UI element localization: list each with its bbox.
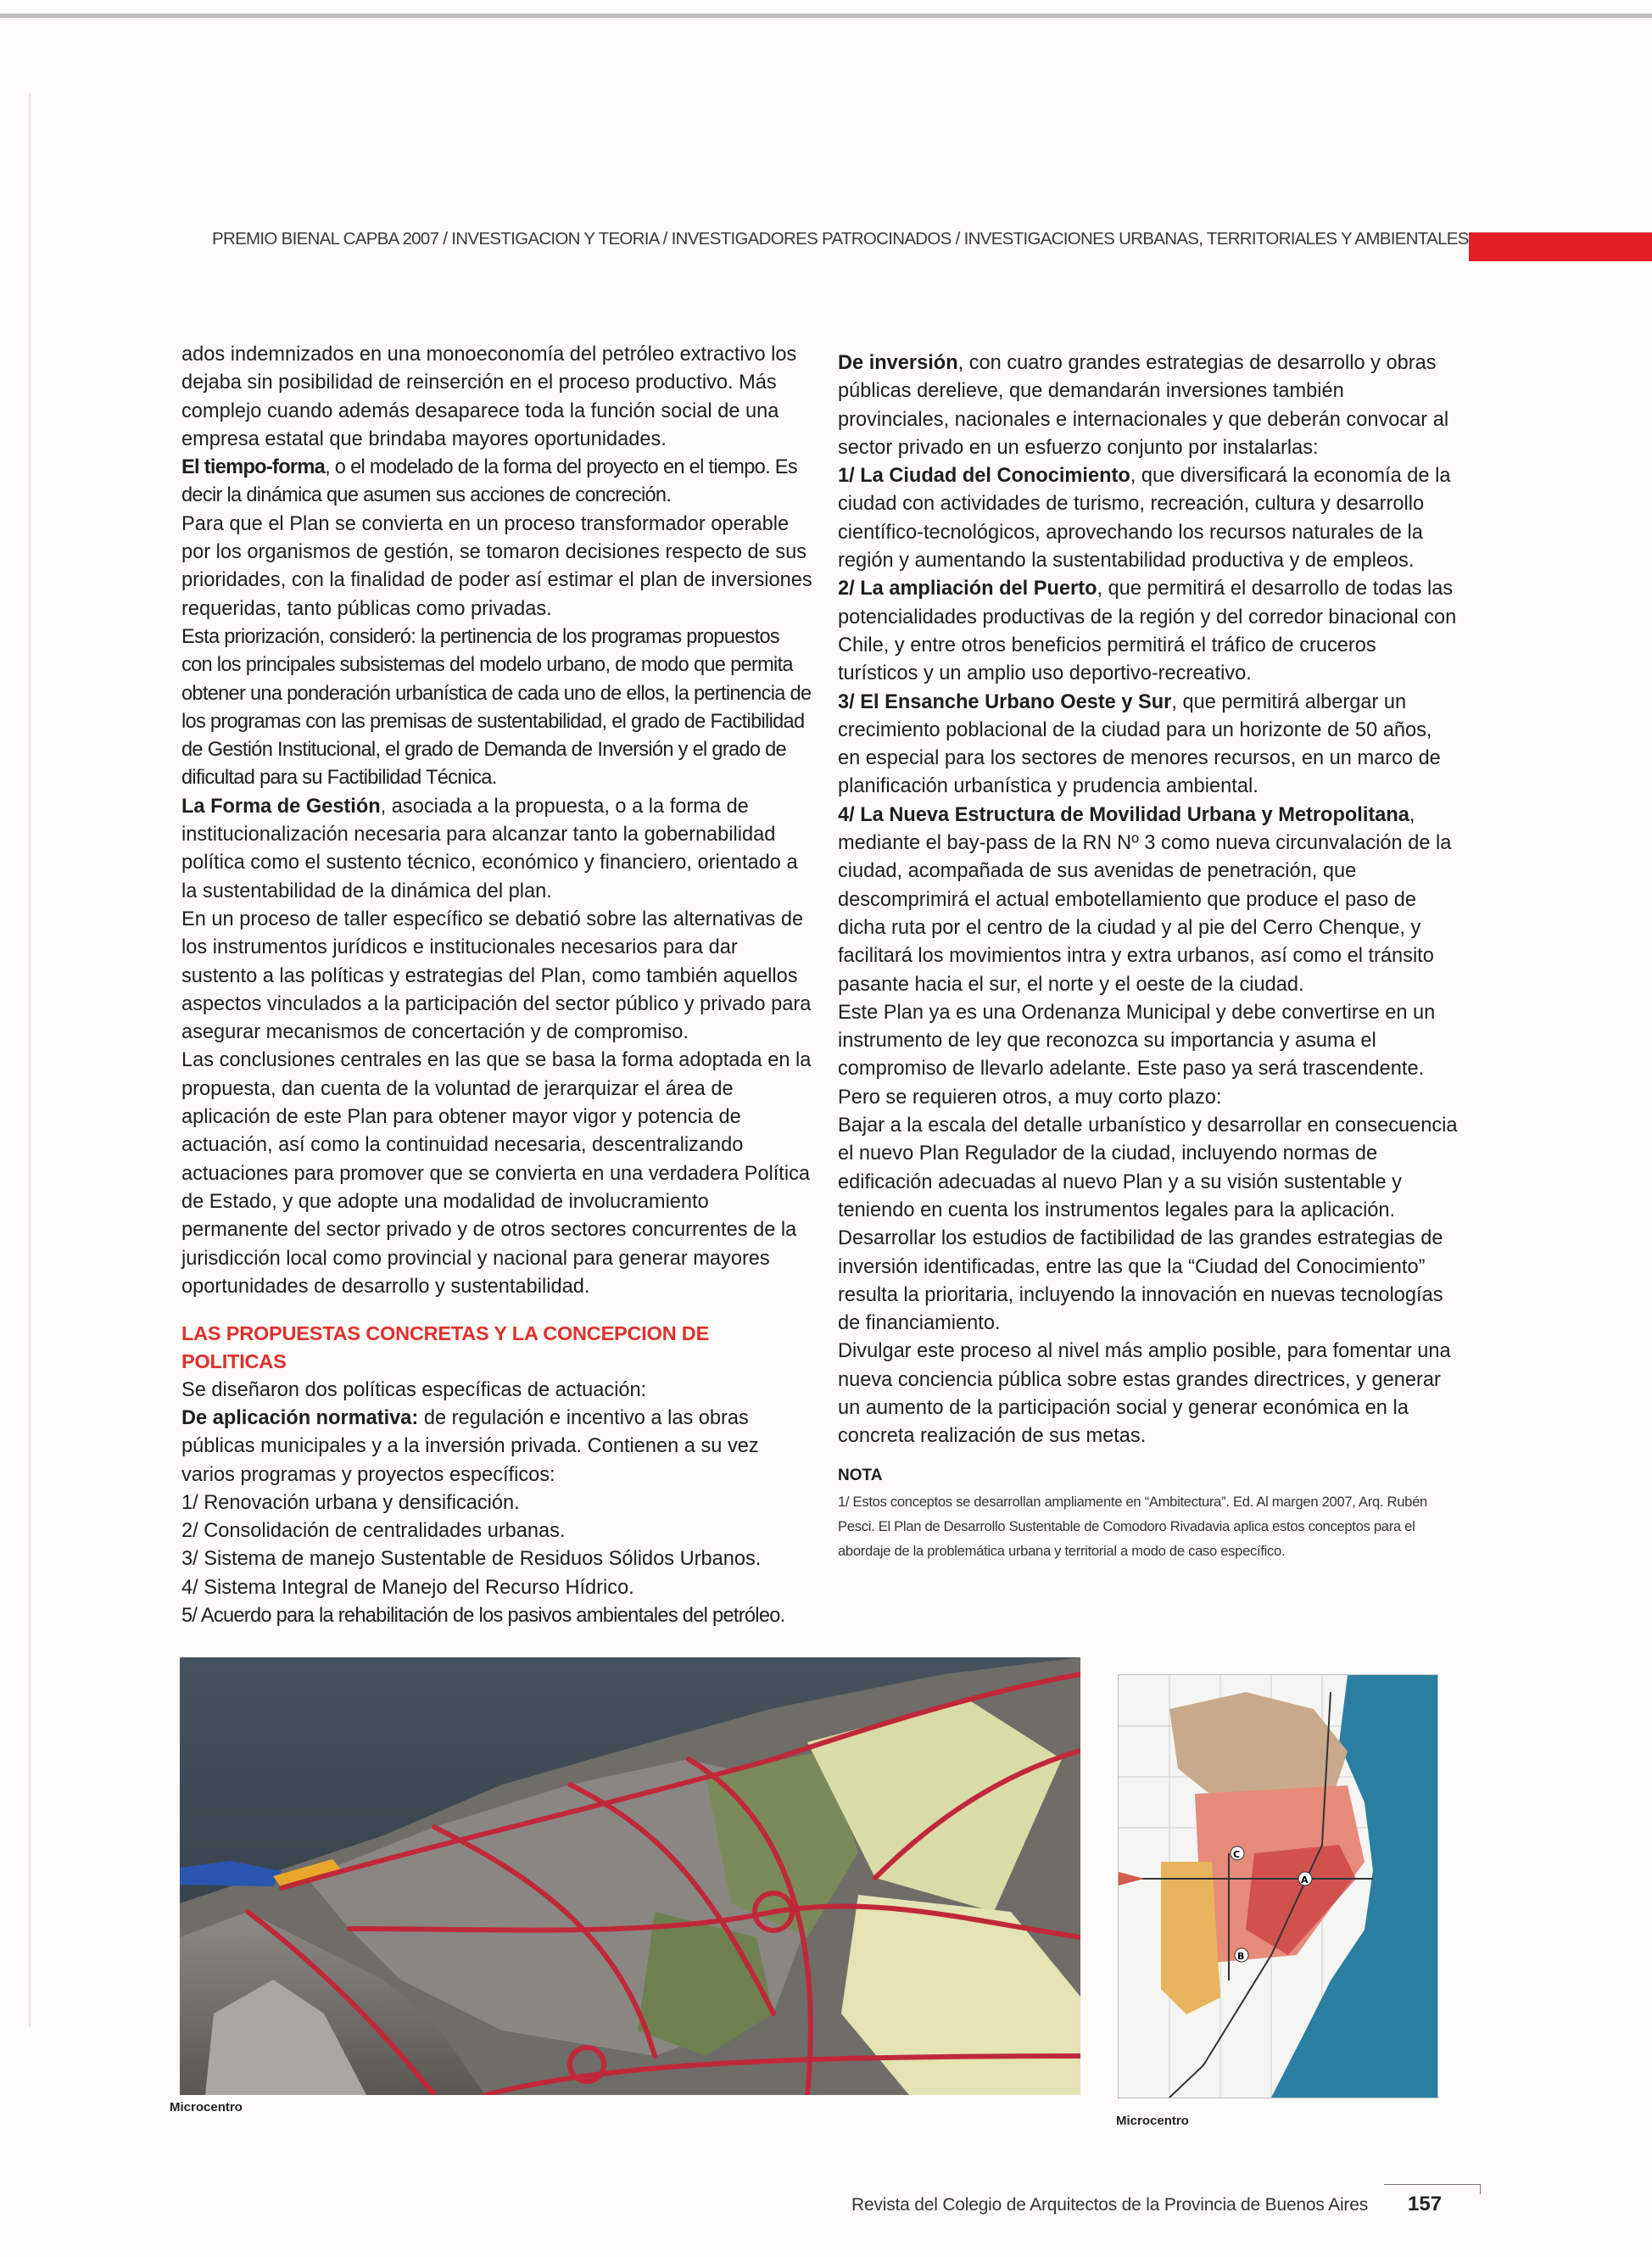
lead-term: 2/ La ampliación del Puerto <box>838 578 1097 601</box>
strategy-item <box>838 689 1459 802</box>
strategy-item <box>838 802 1459 999</box>
paragraph-body: , o el modelado de la forma del proyecto en el tiempo. Es decir la dinámica que asumen sus acciones de concreción. <box>181 456 797 507</box>
paragraph-body: , que permitirá el desarrollo de todas las potencialidades productivas de la región y del corredor binacional con Chile, y entre otros beneficios permitirá el tráfico de cruceros turísticos y un amplio uso deportivo-recreativo. <box>838 578 1457 685</box>
footer-rule <box>1384 2184 1481 2185</box>
lead-term: De aplicación normativa: <box>181 1406 419 1429</box>
paragraph: ados indemnizados en una monoeconomía del petróleo extractivo los dejaba sin posibilidad de reinserción en el proceso productivo. Más complejo cuando además desaparece toda la función social de una empresa estatal que brindaba mayores oportunidades. <box>181 344 797 450</box>
paragraph: En un proceso de taller específico se debatió sobre las alternativas de los instrumentos jurídicos e institucionales necesarios para dar sustento a las políticas y estrategias del Plan, como también aquellos aspectos vinculados a la participación del sector público y privado para asegurar mecanismos de concertación y de compromiso. <box>181 908 812 1044</box>
page-number: 157 <box>1408 2193 1443 2215</box>
paragraph-body: , que diversificará la economía de la ciudad con actividades de turismo, recreación, cultura y desarrollo científico-tecnológicos, aprovechando los recursos naturales de la región y aumentando la sustentabilidad productiva y de empleos. <box>838 465 1451 573</box>
map-label-c: C <box>1233 1849 1241 1860</box>
note-text: 1/ Estos conceptos se desarrollan ampliamente en “Ambitectura”. Ed. Al margen 2007, Arq. Rubén Pesci. El Plan de Desarrollo Sustentable de Comodoro Rivadavia aplica estos conceptos para el abordaje de la problemática urbana y territorial a modo de caso específico. <box>838 1493 1427 1559</box>
paragraph: Desarrollar los estudios de factibilidad de las grandes estrategias de inversión identificadas, entre las que la “Ciudad del Conocimiento” resulta la prioritaria, incluyendo la innovación en nuevas tecnologías de financiamiento. <box>838 1227 1443 1335</box>
paragraph-body: , con cuatro grandes estrategias de desarrollo y obras públicas derelieve, que demandarán inversiones también provinciales, nacionales e internacionales y que deberán convocar al sector privado en un esfuerzo conjunto por instalarlas: <box>838 352 1449 459</box>
paragraph <box>181 454 814 511</box>
list-item: 4/ Sistema Integral de Manejo del Recurso Hídrico. <box>181 1576 634 1599</box>
plan-map-figure <box>1118 1674 1438 2098</box>
paragraph: Para que el Plan se convierta en un proceso transformador operable por los organismos de gestión, se tomaron decisiones respecto de sus prioridades, con la finalidad de poder así estimar el plan de inversiones requeridas, tanto públicas como privadas. <box>181 512 812 620</box>
paragraph: Este Plan ya es una Ordenanza Municipal y debe convertirse en un instrumento de ley que reconozca su importancia y asuma el compromiso de llevarlo adelante. Este paso ya será trascendente. Pero se requieren otros, a muy corto plazo: <box>838 1001 1436 1109</box>
map-label-a: A <box>1301 1874 1309 1885</box>
right-column <box>838 349 1459 1563</box>
left-column <box>181 341 814 1630</box>
lead-term: El tiempo-forma <box>181 456 326 479</box>
aerial-photo <box>180 1657 1080 2095</box>
paragraph-body: de regulación e incentivo a las obras públicas municipales y a la inversión privada. Contienen a su vez varios programas y proyectos específicos: <box>181 1406 759 1486</box>
list-item: 2/ Consolidación de centralidades urbanas. <box>181 1520 566 1543</box>
note-title: NOTA <box>838 1466 883 1484</box>
lead-term: La Forma de Gestión <box>181 795 381 818</box>
lead-term: De inversión <box>838 352 958 374</box>
paragraph <box>181 1405 814 1489</box>
list-item: 1/ Renovación urbana y densificación. <box>181 1491 520 1514</box>
plan-map <box>1119 1675 1437 2098</box>
paragraph: Las conclusiones centrales en las que se basa la forma adoptada en la propuesta, dan cuenta de la voluntad de jerarquizar el área de aplicación de este Plan para obtener mayor vigor y potencia de actuación, así como la continuidad necesaria, descentralizando actuaciones para promover que se convierta en una verdadera Política de Estado, y que adopte una modalidad de involucramiento permanente del sector privado y de otros sectores concurrentes de la jurisdicción local como provincial y nacional para generar mayores oportunidades de desarrollo y sustentabilidad. <box>181 1049 812 1298</box>
journal-name: Revista del Colegio de Arquitectos de la Provincia de Buenos Aires <box>851 2195 1368 2215</box>
header-accent-bar <box>1469 232 1652 261</box>
paragraph: Se diseñaron dos políticas específicas de actuación: <box>181 1378 647 1401</box>
figure-caption: Microcentro <box>170 2100 243 2115</box>
lead-term: 1/ La Ciudad del Conocimiento <box>838 465 1130 488</box>
list-item: 3/ Sistema de manejo Sustentable de Residuos Sólidos Urbanos. <box>181 1548 762 1571</box>
paragraph-body: , mediante el bay-pass de la RN Nº 3 como nueva circunvalación de la ciudad, acompañada de sus avenidas de penetración, que descomprimirá el actual embotellamiento que produce el paso de dicha ruta por el centro de la ciudad y al pie del Cerro Chenque, y facilitará los movimientos intra y extra urbanos, así como el tránsito pasante hacia el sur, el norte y el oeste de la ciudad. <box>838 803 1452 996</box>
paragraph: Bajar a la escala del detalle urbanístico y desarrollar en consecuencia el nuevo Plan Regulador de la ciudad, incluyendo normas de edificación adecuadas al nuevo Plan y a su visión sustentable y teniendo en cuenta los instrumentos legales para la aplicación. <box>838 1115 1458 1221</box>
list-item: 5/ Acuerdo para la rehabilitación de los pasivos ambientales del petróleo. <box>181 1605 785 1628</box>
section-title: LAS PROPUESTAS CONCRETAS Y LA CONCEPCION DE POLITICAS <box>181 1322 710 1373</box>
left-margin-rule <box>29 93 31 2027</box>
paragraph: Esta priorización, consideró: la pertinencia de los programas propuestos con los principales subsistemas del modelo urbano, de modo que permita obtener una ponderación urbanística de cada uno de ellos, la pertinencia de los programas con las premisas de sustentabilidad, el grado de Factibilidad de Gestión Institucional, el grado de Demanda de Inversión y el grado de dificultad para su Factibilidad Técnica. <box>181 625 812 790</box>
top-rule <box>0 14 1652 18</box>
lead-term: 4/ La Nueva Estructura de Movilidad Urbana y Metropolitana <box>838 803 1409 826</box>
strategy-item <box>838 462 1459 575</box>
figure-caption: Microcentro <box>1116 2114 1189 2128</box>
lead-term: 3/ El Ensanche Urbano Oeste y Sur <box>838 690 1172 713</box>
paragraph-body: , asociada a la propuesta, o a la forma de institucionalización necesaria para alcanzar tanto la gobernabilidad política como el sustento técnico, económico y financiero, orientado a la sustentabilidad de la dinámica del plan. <box>181 795 798 902</box>
strategy-item <box>838 575 1459 688</box>
paragraph <box>181 793 814 906</box>
footer-rule-tick <box>1480 2184 1481 2194</box>
paragraph <box>838 349 1459 462</box>
map-label-b: B <box>1237 1951 1245 1962</box>
paragraph-body: , que permitirá albergar un crecimiento poblacional de la ciudad para un horizonte de 50 años, en especial para los sectores de menores recursos, en un marco de planificación urbanística y prudencia ambiental. <box>838 690 1441 798</box>
paragraph: Divulgar este proceso al nivel más amplio posible, para fomentar una nueva conciencia pública sobre estas grandes directrices, y generar un aumento de la participación social y generar económica en la concreta realización de sus metas. <box>838 1340 1451 1448</box>
aerial-photo-figure <box>180 1657 1080 2095</box>
running-header: PREMIO BIENAL CAPBA 2007 / INVESTIGACION Y TEORIA / INVESTIGADORES PATROCINADOS / INVESTIGACIONES URBANAS, TERRITORIALES Y AMBIENTALES <box>212 229 1469 249</box>
